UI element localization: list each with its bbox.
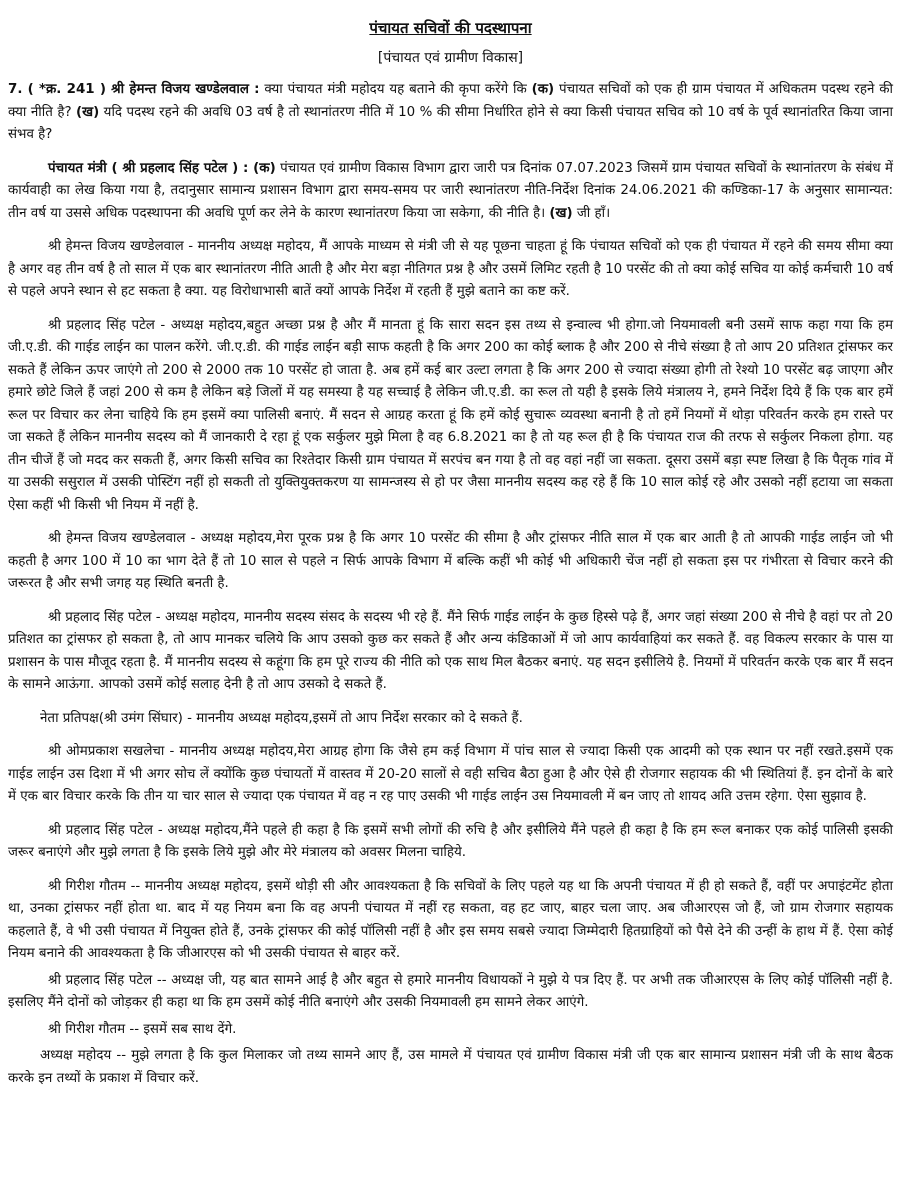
answer-mark-b: (ख): [549, 205, 573, 221]
page-title: पंचायत सचिवों की पदस्थापना: [369, 19, 532, 37]
debate-paragraph: नेता प्रतिपक्ष(श्री उमंग सिंघार) - माननीय अध्यक्ष महोदय,इसमें तो आप निर्देश सरकार को दे सकते हैं.: [40, 710, 523, 726]
question-text-3: यदि पदस्थ रहने की अवधि 03 वर्ष है तो स्थानांतरण नीति में 10 % की सीमा निर्धारित होने से क्या किसी पंचायत सचिव को 10 वर्ष के पूर्व स्थानांतरित किया जाना संभव है?: [8, 104, 893, 142]
answer-text-1: पंचायत एवं ग्रामीण विकास विभाग द्वारा जारी पत्र दिनांक 07.07.2023 जिसमें ग्राम पंचायत सचिवों के स्थानांतरण के संबंध में कार्यवाही का लेख किया गया है, तदानुसार सामान्य प्रशासन विभाग द्वारा समय-समय पर जारी स्थानांतरण नीति-निर्देश दिनांक 24.06.2021 की कण्डिका-17 के अनुसार सामान्यत: तीन वर्ष या उससे अधिक पदस्थापना की अवधि पूर्ण कर लेने के कारण स्थानांतरण किया जा सकेगा, की नीति है।: [8, 160, 893, 221]
question-mark-b: (ख): [76, 104, 100, 120]
debate-paragraph: श्री गिरीश गौतम -- इसमें सब साथ देंगे.: [48, 1021, 237, 1037]
question-text-1: क्या पंचायत मंत्री महोदय यह बताने की कृपा करेंगे कि: [259, 82, 532, 97]
question-number-member: 7. ( *क्र. 241 ) श्री हेमन्त विजय खण्डेलवाल :: [8, 82, 260, 97]
debate-paragraph: श्री ओमप्रकाश सखलेचा - माननीय अध्यक्ष महोदय,मेरा आग्रह होगा कि जैसे हम कई विभाग में पांच साल से ज्यादा किसी एक आदमी को एक स्थान पर नहीं रखते.इसमें एक गाईड लाईन उस दिशा में भी अगर सोच लें क्योंकि कुछ पंचायतों में वास्तव में 20-20 सालों से वही सचिव बैठा हुआ है और ऐसे ही रोजगार सहायक की भी स्थितियां हैं. इन दोनों के बारे में एक बार विचार करके कि तीन या चार साल से ज्यादा एक पंचायत में वह न रह पाए उसकी भी गाईड लाईन उस नियमावली में बन जाए तो शायद अति उत्तम रहेगा. ऐसा सुझाव है.: [8, 744, 893, 804]
answer-speaker: पंचायत मंत्री ( श्री प्रहलाद सिंह पटेल ) :: [48, 160, 249, 176]
debate-paragraph: श्री प्रहलाद सिंह पटेल - अध्यक्ष महोदय,मैंने पहले ही कहा है कि इसमें सभी लोगों की रुचि है और इसीलिये मैंने पहले ही कहा है कि हम रूल बनाकर एक कोई पालिसी इसकी जरूर बनाएंगे और मुझे लगता है कि इसके लिये मुझे और मेरे मंत्रालय को अवसर मिलना चाहिये.: [8, 822, 893, 860]
question-mark-a: (क): [531, 82, 555, 97]
debate-paragraph: अध्यक्ष महोदय -- मुझे लगता है कि कुल मिलाकर जो तथ्य सामने आए हैं, उस मामले में पंचायत एवं ग्रामीण विकास मंत्री जी एक बार सामान्य प्रशासन मंत्री जी के साथ बैठक करके इन तथ्यों के प्रकाश में विचार करें.: [8, 1048, 893, 1086]
debate-paragraph: श्री हेमन्त विजय खण्डेलवाल - माननीय अध्यक्ष महोदय, मैं आपके माध्यम से मंत्री जी से यह पूछना चाहता हूं कि पंचायत सचिवों को एक ही पंचायत में रहने की समय सीमा क्या है अगर वह तीन वर्ष है तो साल में एक बार स्थानांतरण नीति आती है और मेरा बड़ा नीतिगत प्रश्न है और उसमें लिमिट रहती है 10 परसेंट की तो क्या कोई सचिव या कोई कर्मचारी 10 वर्ष से पहले अपने स्थान से हट सकता है क्या. यह विरोधाभासी बातें क्यों आपके निर्देश में रहती हैं मुझे बताने का कष्ट करें.: [8, 239, 893, 299]
question-paragraph: [8, 79, 893, 147]
answer-mark-a: (क): [248, 160, 276, 176]
debate-paragraph: श्री प्रहलाद सिंह पटेल - अध्यक्ष महोदय,बहुत अच्छा प्रश्न है और मैं मानता हूं कि सारा सदन इस तथ्य से इन्वाल्व भी होगा.जो नियमावली बनी उसमें साफ कहा गया कि हम जी.ए.डी. की गाईड लाईन का पालन करेंगे. जी.ए.डी. की गाईड लाईन बड़ी साफ कहती है कि अगर 200 का कोई ब्लाक है और 200 से नीचे संख्या है तो आप 20 प्रतिशत ट्रांसफर कर सकते हैं लेकिन ऊपर जाएंगे तो 200 से 2000 तक 10 परसेंट हो जाता है. अब हमें कई बार उल्टा लगता है कि अगर 200 से ज्यादा संख्या होगी तो रेश्यो 10 परसेंट बढ़ जाएगा और हमारे छोटे जिले हैं जहां 200 से कम है लेकिन बड़े जिलों में यह समस्या है यह सच्चाई है लेकिन जी.ए.डी. का रूल तो यही है इसके लिये मंत्रालय ने, हमने निर्देश दिये हैं कि एक बार हमें रूल पर विचार कर लेना चाहिये कि हम इसमें क्या पालिसी बनाएं. मैं सदन से आग्रह करता हूं कि हमें कोई सुचारू व्यवस्था बनानी है तो हमें नियमों में थोड़ा परिवर्तन करके हम रास्ते पर जा सकते हैं लेकिन माननीय सदस्य को मैं जानकारी दे रहा हूं एक सर्कुलर मुझे मिला है वह 6.8.2021 का है तो यह रूल ही है कि पंचायत राज की तरफ से सर्कुलर निकला होगा. यह तीन चीजें हैं जो मदद कर सकती हैं, अगर किसी सचिव का रिश्तेदार किसी ग्राम पंचायत में सरपंच बन गया है तो वह वहां नहीं जा सकता. दूसरा उसमें बड़ा स्पष्ट लिखा है कि पैतृक गांव में या उसकी ससुराल में उसकी पोस्टिंग नहीं हो सकती तो युक्तियुक्तकरण या सामन्जस्य से हो पर जैसा माननीय सदस्य कह रहे हैं कि 10 साल कोई रहे और उसको नहीं हटाया जा सकता ऐसा कहीं भी किसी भी नियम में नहीं है.: [8, 317, 893, 513]
answer-paragraph: [8, 158, 893, 226]
debate-paragraph: श्री प्रहलाद सिंह पटेल - अध्यक्ष महोदय, माननीय सदस्य संसद के सदस्य भी रहे हैं. मैंने सिर्फ गाईड लाईन के कुछ हिस्से पढ़े हैं, अगर जहां संख्या 200 से नीचे है वहां पर तो 20 प्रतिशत का ट्रांसफर हो सकता है, तो आप मानकर चलिये कि आप उसको कुछ कर सकते हैं और अन्य कंडिकाओं में जो आप कार्यवाहियां कर सकते हैं. वह विकल्प सरकार के पास या प्रशासन के पास मौजूद रहता है. मैं माननीय सदस्य से कहूंगा कि हम पूरे राज्य की नीति को एक साथ मिल बैठकर बनाएं. यह सदन इसीलिये है. नियमों में परिवर्तन करके एक बार मैं सदन के सामने आऊंगा. आपको उसमें कोई सलाह देनी है तो आप उसको दे सकते हैं.: [8, 609, 893, 692]
department-label: [पंचायत एवं ग्रामीण विकास]: [377, 50, 524, 66]
question-text-2: पंचायत सचिवों को एक ही ग्राम पंचायत में अधिकतम पदस्थ रहने की क्या नीति है?: [8, 82, 893, 120]
debate-paragraph: श्री गिरीश गौतम -- माननीय अध्यक्ष महोदय, इसमें थोड़ी सी और आवश्यकता है कि सचिवों के लिए पहले यह था कि अपनी पंचायत में ही हो सकते हैं, वहीं पर अपाइंटमेंट होता था, उनका ट्रांसफर नहीं होता था. बाद में यह नियम बना कि वह अपनी पंचायत में नहीं रह सकता, वह हट जाए, बाहर चला जाए. अब जीआरएस जो हैं, जो ग्राम रोजगार सहायक कहलाते हैं, वे भी उसी पंचायत में नियुक्त होते हैं, उनके ट्रांसफर की कोई पॉलिसी नहीं है और इस समय सबसे ज्यादा जिम्मेदारी हितग्राहियों को पैसे देने की उन्हीं के हाथ में हैं. ऐसा कोई नियम बनाने की आवश्यकता है कि जीआरएस को भी उसकी पंचायत से बाहर करें.: [8, 878, 893, 961]
debate-paragraph: श्री प्रहलाद सिंह पटेल -- अध्यक्ष जी, यह बात सामने आई है और बहुत से हमारे माननीय विधायकों ने मुझे ये पत्र दिए हैं. पर अभी तक जीआरएस के लिए कोई पॉलिसी नहीं है. इसलिए मैंने दोनों को जोड़कर ही कहा था कि हम उसमें कोई नीति बनाएंगे और उसकी नियमावली हम सामने लेकर आएंगे.: [8, 972, 893, 1010]
answer-text-2: जी हाँ।: [572, 205, 611, 221]
debate-paragraph: श्री हेमन्त विजय खण्डेलवाल - अध्यक्ष महोदय,मेरा पूरक प्रश्न है कि अगर 10 परसेंट की सीमा है और ट्रांसफर नीति साल में एक बार आती है तो आपकी गाईड लाईन जो भी कहती है अगर 100 में 10 का भाग देते हैं तो 10 साल से पहले न सिर्फ आपके विभाग में बल्कि कहीं भी कोई भी अधिकारी चेंज नहीं हो सकता इस पर गंभीरता से विचार करने की जरूरत है और सभी जगह यह स्थिति बनती है.: [8, 531, 893, 591]
